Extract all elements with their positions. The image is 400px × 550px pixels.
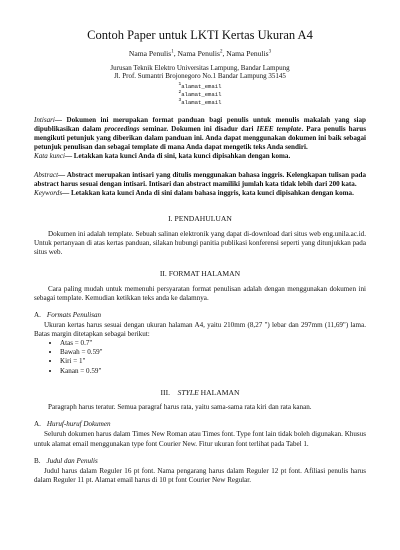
abstract-label: Abstract [34, 170, 59, 179]
author-name: Nama Penulis [128, 49, 172, 58]
affiliation-line: Jl. Prof. Sumantri Brojonegoro No.1 Bandar Lampung 35145 [114, 72, 286, 81]
author-list: Nama Penulis$^1$, Nama Penulis$^2$, Nama Penulis$^3$ [128, 49, 272, 58]
list-item: • Kanan = 0.59" [60, 367, 366, 376]
section-paragraph: Cara paling mudah untuk memenuhi persyaratan format penulisan adalah dengan menggunakan dokumen ini sebagai template. Kemudian ketikkan teks anda ke dalamnya. [34, 284, 366, 302]
abstract-italic: proceedings [104, 124, 140, 133]
section-paragraph: Paragraph harus teratur. Semua paragraf harus rata, yaitu sama-sama rata kiri dan rata kanan. [48, 403, 312, 412]
subsection-title: Judul dan Penulis [46, 456, 98, 465]
email-text: alamat_email [181, 83, 222, 91]
email-list [34, 82, 366, 106]
subsection-heading [34, 420, 366, 429]
abstract-text: seminar. Dokumen ini disadur dari [139, 124, 257, 133]
section-heading: I. PENDAHULUAN [168, 214, 232, 224]
subsection-paragraph: Ukuran kertas harus sesuai dengan ukuran halaman A4, yaitu 210mm (8,27 ") lebar dan 297mm (11,69") lama. Batas margin ditetapkan sebagai berikut: [34, 321, 366, 339]
author-mark: 2 [219, 49, 223, 55]
subsection-title: Formats Penulisan [46, 311, 102, 320]
margin-list [34, 339, 366, 375]
keywords-label: Keywords [34, 189, 63, 198]
subsection-paragraph: Judul harus dalam Reguler 16 pt font. Nama pengarang harus dalam Reguler 12 pt font. Afiliasi penulis harus dalam Reguler 11 pt. Alamat email harus di 10 pt font Courier New Regular. [34, 466, 366, 484]
email-mark: 3 [178, 98, 182, 104]
list-item: • Atas = 0.7" [60, 339, 366, 348]
section-paragraph: Dokumen ini adalah template. Sebuah salinan elektronik yang dapat di-download dari situs web eng.unila.ac.id. Untuk pertanyaan di atas kertas panduan, silakan hubungi panitia publikasi konferensi seperti yang ditunjukkan pada situs web. [34, 229, 366, 257]
list-item: • Bawah = 0.59" [60, 348, 366, 357]
section-number: III. [160, 387, 171, 397]
subsection-title: Huruf-huruf Dokumen [46, 420, 111, 429]
section-title-italic: STYLE [177, 387, 199, 397]
email-line [34, 90, 366, 98]
keywords-text: — Letakkan kata kunci Anda di sini, kata kunci dipisahkan dengan koma. [64, 151, 291, 160]
email-line [34, 82, 366, 90]
affiliation [34, 64, 366, 82]
section-heading [34, 388, 366, 398]
abstract-text: . Para penulis harus mengikuti petunjuk yang diberikan dalam panduan ini. Anda dapat menggunakan dokumen ini baik sebagai petunjuk penulisan dan sebagai template di mana Anda dapat mengetik teks Anda sendiri. [34, 124, 366, 151]
email-mark: 1 [178, 82, 182, 88]
section-heading: II. FORMAT HALAMAN [159, 269, 241, 279]
email-text: alamat_email [181, 91, 222, 99]
subsection-number: A. [34, 420, 41, 429]
author-name: Nama Penulis [177, 49, 220, 58]
section-title-rest: HALAMAN [198, 387, 240, 397]
keywords-label: Kata kunci [34, 151, 65, 160]
affiliation-line: Jurusan Teknik Elektro Universitas Lampung, Bandar Lampung [110, 63, 290, 72]
list-item: • Kiri = 1" [60, 357, 366, 366]
abstract-text: — Abstract merupakan intisari yang ditulis menggunakan bahasa inggris. Kelengkapan tulisan pada abstract harus sesuai dengan intisari. Intisari dan abstract mamiliki jumlah kata tidak lebih dari 200 kata. [34, 170, 366, 189]
paper-title: Contoh Paper untuk LKTI Kertas Ukuran A4 [87, 28, 313, 42]
keywords-english [34, 189, 366, 198]
subsection-paragraph: Seluruh dokumen harus dalam Times New Roman atau Times font. Type font lain tidak boleh digunakan. Khusus untuk alamat email menggunakan type font Courier New. Fitur ukuran font terlihat pada Tabel 1. [34, 430, 366, 448]
abstract-indonesian [34, 116, 366, 152]
abstract-italic: IEEE template [256, 124, 302, 133]
author-name: Nama Penulis [226, 49, 269, 58]
email-line [34, 98, 366, 106]
subsection-number: A. [34, 311, 41, 320]
keywords-indonesian [34, 152, 366, 161]
author-mark: 3 [268, 49, 272, 55]
email-text: alamat_email [181, 99, 222, 107]
subsection-heading [34, 457, 366, 466]
author-mark: 1 [171, 49, 174, 55]
keywords-text: — Letakkan kata kunci Anda di sini dalam bahasa inggris, kata kunci dipisahkan dengan koma. [62, 189, 354, 198]
subsection-heading [34, 311, 366, 320]
abstract-text: — Dokumen ini merupakan format panduan bagi penulis untuk menulis makalah yang siap dipublikasikan dalam [34, 115, 366, 133]
abstract-label: Intisari [34, 115, 55, 124]
email-mark: 2 [178, 90, 182, 96]
abstract-english [34, 171, 366, 189]
subsection-number: B. [34, 456, 41, 465]
